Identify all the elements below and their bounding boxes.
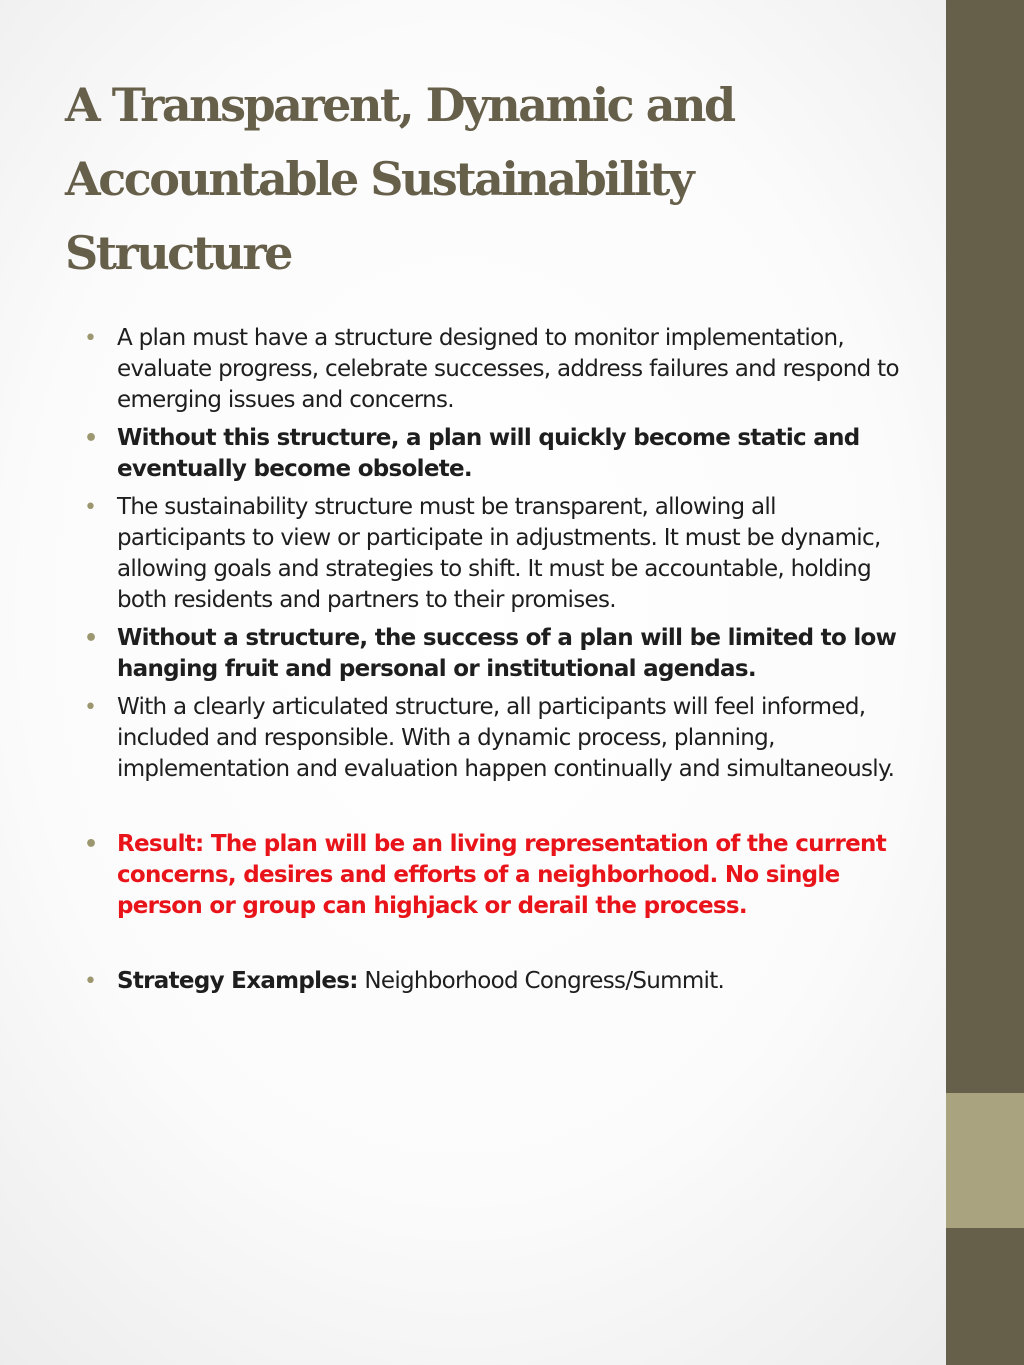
bullet-text: With a clearly articulated structure, all participants will feel informed, included and responsible. With a dynamic process, planning, implementation and evaluation happen continually and simultaneously.: [117, 694, 895, 782]
result-bullet-item: [80, 829, 900, 922]
bullet-text: A plan must have a structure designed to monitor implementation, evaluate progress, celebrate successes, address failures and respond to emerging issues and concerns.: [117, 325, 899, 413]
side-bar-accent-block: [946, 1093, 1024, 1228]
bullet-icon: •: [84, 832, 99, 857]
bullet-item: [80, 623, 900, 685]
bullet-text: Without a structure, the success of a plan will be limited to low hanging fruit and personal or institutional agendas.: [117, 625, 897, 682]
strategy-bullet-item: [80, 966, 900, 997]
bullet-item: [80, 692, 900, 785]
bullet-list: [80, 323, 900, 1004]
bullet-item: [80, 492, 900, 616]
bullet-item: [80, 323, 900, 416]
bullet-icon: •: [84, 695, 97, 720]
bullet-item: [80, 423, 900, 485]
bullet-icon: •: [84, 326, 97, 351]
slide-title: A Transparent, Dynamic and Accountable Sustainability Structure: [65, 78, 734, 280]
bullet-icon: •: [84, 626, 99, 651]
bullet-text: Result: The plan will be an living representation of the current concerns, desires and efforts of a neighborhood. No single person or group can highjack or derail the process.: [117, 831, 886, 919]
strategy-text: Neighborhood Congress/Summit.: [357, 968, 725, 994]
strategy-label: Strategy Examples:: [117, 968, 358, 994]
bullet-text: The sustainability structure must be transparent, allowing all participants to view or participate in adjustments. It must be dynamic, allowing goals and strategies to shift. It must be accountable, holding both residents and partners to their promises.: [117, 494, 881, 613]
bullet-icon: •: [84, 495, 97, 520]
bullet-icon: •: [84, 426, 99, 451]
side-decorative-bar: [946, 0, 1024, 1365]
bullet-icon: •: [84, 969, 97, 994]
bullet-text: Without this structure, a plan will quickly become static and eventually become obsolete.: [117, 425, 860, 482]
